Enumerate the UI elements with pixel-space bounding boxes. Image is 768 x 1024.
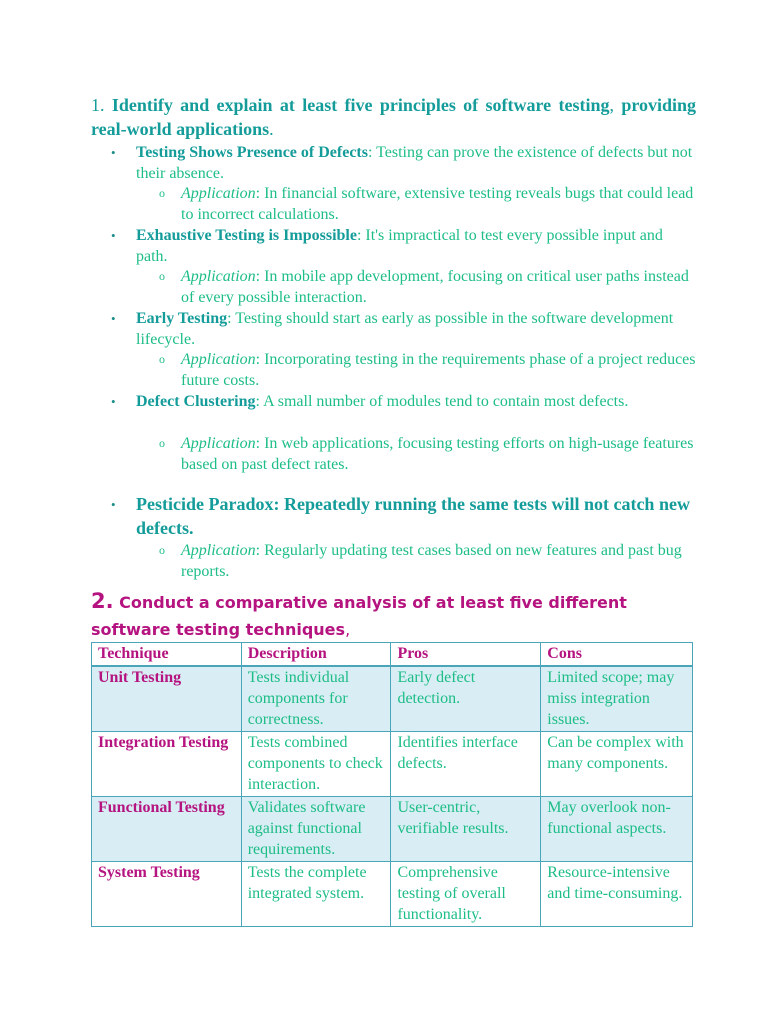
application-item xyxy=(181,433,696,475)
table-cell-technique: Functional Testing xyxy=(92,797,242,862)
table-cell: Resource-intensive and time-consuming. xyxy=(541,862,693,927)
application-item xyxy=(181,266,696,308)
question-2-title: Conduct a comparative analysis of at least five different software testing techniques xyxy=(91,593,627,639)
application-label: Application xyxy=(181,185,256,202)
table-row xyxy=(92,797,693,862)
table-header-cell: Technique xyxy=(92,643,242,667)
question-1-title-sep: , xyxy=(609,95,614,115)
question-1-subtitle: providing real-world applications xyxy=(91,95,697,139)
principle-description: : It's impractical to test every possible input and path. xyxy=(136,227,663,265)
table-cell: Limited scope; may miss integration issues. xyxy=(541,666,693,732)
table-header-row xyxy=(92,643,693,667)
table-cell: Tests individual components for correctness. xyxy=(241,666,391,732)
principle-term: Exhaustive Testing is Impossible xyxy=(136,227,357,244)
sub-bullet-icon: o xyxy=(159,352,165,366)
sub-bullet-icon: o xyxy=(159,543,165,557)
principle-term: Early Testing xyxy=(136,310,228,327)
application-text: : In web applications, focusing testing efforts on high-usage features based on past defect rates. xyxy=(181,435,694,473)
principle-term: Defect Clustering xyxy=(136,393,256,410)
application-label: Application xyxy=(181,268,256,285)
question-2-number: 2. xyxy=(91,589,114,613)
sub-bullet-icon: o xyxy=(159,269,165,283)
principle-description: : Testing should start as early as possible in the software development lifecycle. xyxy=(136,310,674,348)
bullet-icon: • xyxy=(111,497,116,512)
application-label: Application xyxy=(181,542,256,559)
table-row xyxy=(92,732,693,797)
table-header-cell: Pros xyxy=(391,643,541,667)
principle-term: Testing Shows Presence of Defects xyxy=(136,144,368,161)
application-label: Application xyxy=(181,351,256,368)
principle-item xyxy=(136,308,696,350)
application-text: : In financial software, extensive testing reveals bugs that could lead to incorrect calculations. xyxy=(181,185,694,223)
application-text: : Regularly updating test cases based on new features and past bug reports. xyxy=(181,542,682,580)
principle-item xyxy=(136,492,696,540)
application-label: Application xyxy=(181,435,256,452)
table-cell: Tests the complete integrated system. xyxy=(241,862,391,927)
question-2-heading xyxy=(91,588,696,643)
sub-bullet-icon: o xyxy=(159,436,165,450)
application-item xyxy=(181,540,696,582)
principle-description: : A small number of modules tend to contain most defects. xyxy=(255,393,629,410)
principle-item xyxy=(136,142,696,184)
table-cell: Can be complex with many components. xyxy=(541,732,693,797)
table-cell: Comprehensive testing of overall functionality. xyxy=(391,862,541,927)
principle-term: Pesticide Paradox: Repeatedly running the same tests will not catch new defects. xyxy=(136,494,690,538)
question-1-title: Identify and explain at least five principles of software testing xyxy=(111,95,610,115)
table-cell-technique: Unit Testing xyxy=(92,666,242,732)
question-2-end: , xyxy=(345,620,351,639)
table-cell: May overlook non-functional aspects. xyxy=(541,797,693,862)
sub-bullet-icon: o xyxy=(159,186,165,200)
table-cell: User-centric, verifiable results. xyxy=(391,797,541,862)
table-cell: Validates software against functional requirements. xyxy=(241,797,391,862)
table-row xyxy=(92,862,693,927)
application-item xyxy=(181,349,696,391)
table-cell: Identifies interface defects. xyxy=(391,732,541,797)
bullet-icon: • xyxy=(111,145,116,160)
table-row xyxy=(92,666,693,732)
principle-item xyxy=(136,391,696,412)
application-item xyxy=(181,183,696,225)
table-cell-technique: Integration Testing xyxy=(92,732,242,797)
table-header-cell: Cons xyxy=(541,643,693,667)
principle-description: : Testing can prove the existence of defects but not their absence. xyxy=(136,144,693,182)
principle-item xyxy=(136,225,696,267)
table-cell: Tests combined components to check interaction. xyxy=(241,732,391,797)
application-text: : In mobile app development, focusing on critical user paths instead of every possible interaction. xyxy=(181,268,689,306)
table-cell-technique: System Testing xyxy=(92,862,242,927)
techniques-table xyxy=(91,642,693,927)
bullet-icon: • xyxy=(111,311,116,326)
question-1-number: 1. xyxy=(91,95,105,115)
question-1-end: . xyxy=(269,119,274,139)
bullet-icon: • xyxy=(111,228,116,243)
question-1-heading xyxy=(91,93,696,141)
application-text: : Incorporating testing in the requirements phase of a project reduces future costs. xyxy=(181,351,696,389)
bullet-icon: • xyxy=(111,394,116,409)
table-cell: Early defect detection. xyxy=(391,666,541,732)
table-header-cell: Description xyxy=(241,643,391,667)
